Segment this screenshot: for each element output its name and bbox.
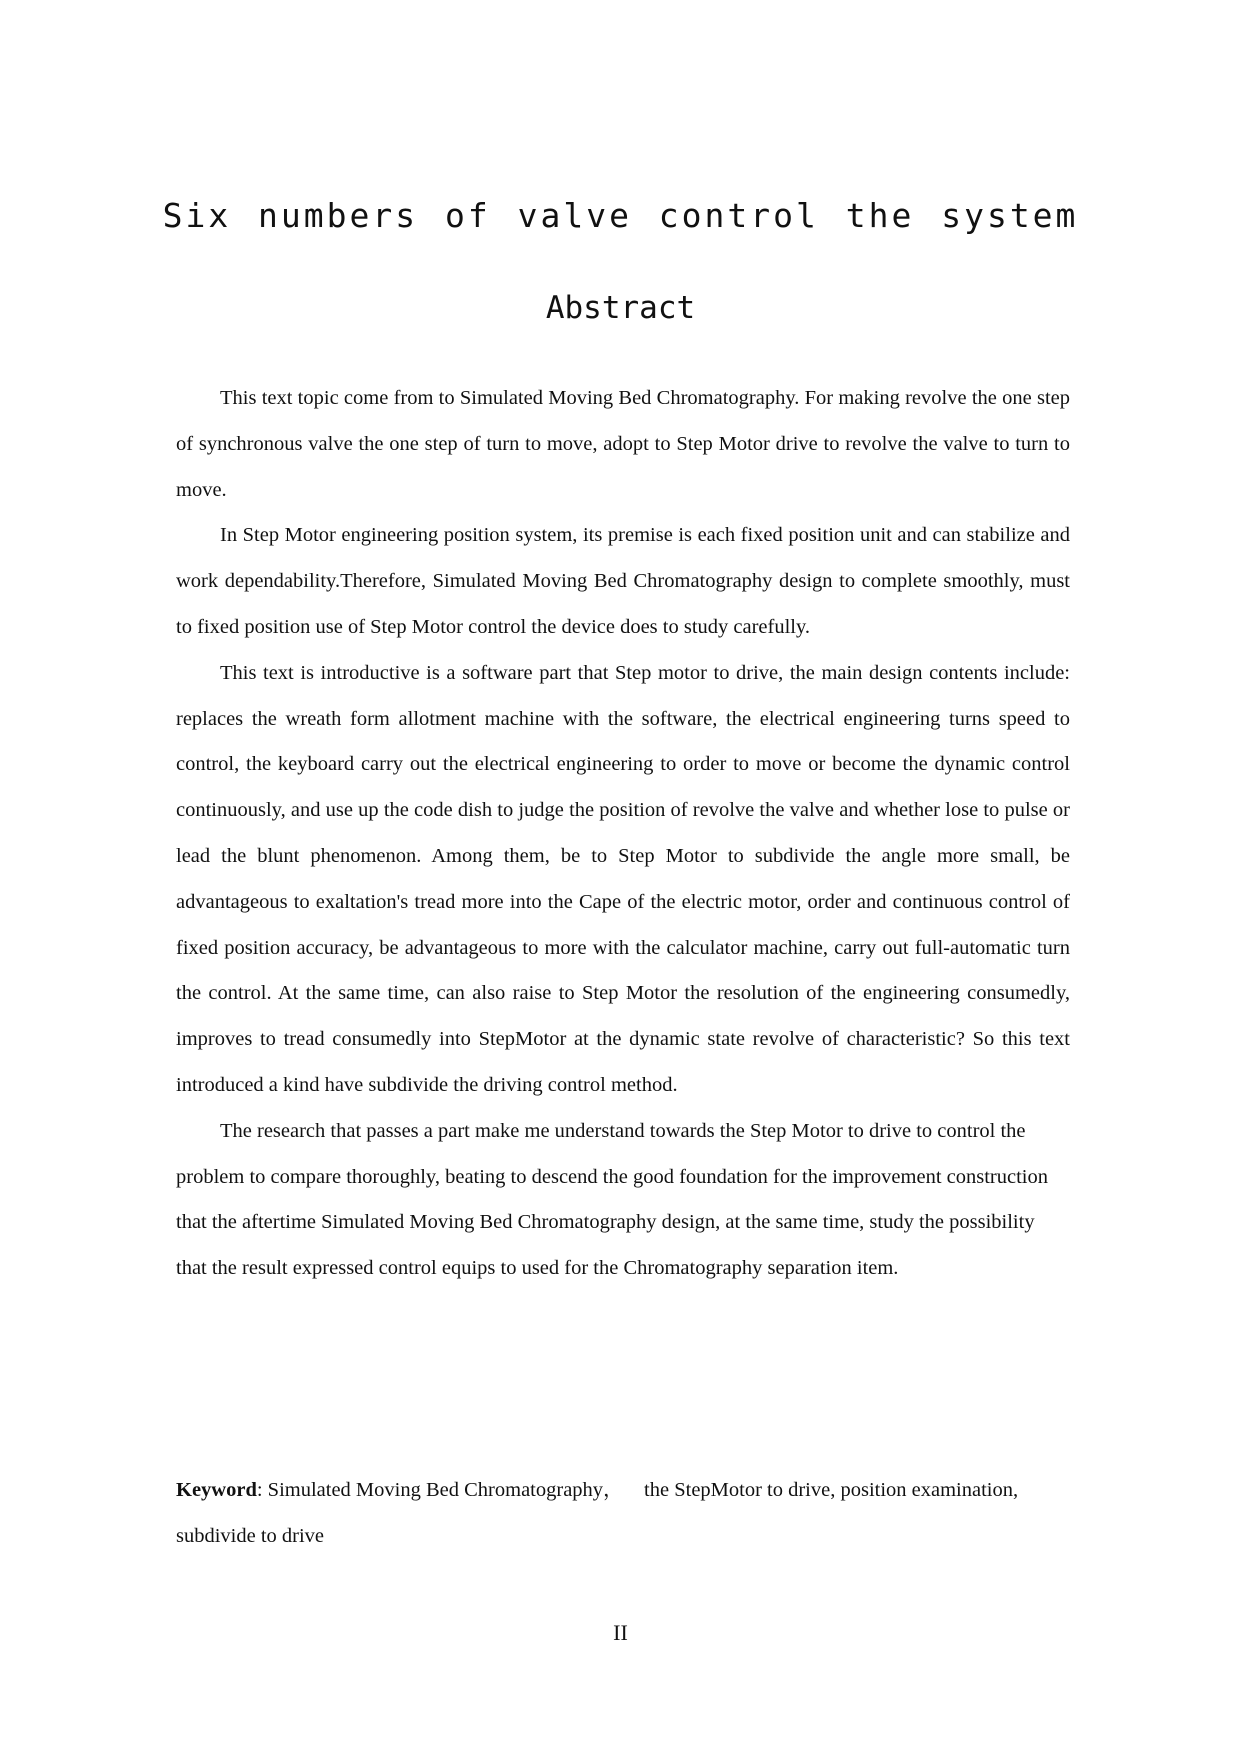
abstract-paragraph-3: This text is introductive is a software part that Step motor to drive, the main design contents include: replaces the wreath form allotment machine with the software, the electrical engineering turns speed to control, the keyboard carry out the electrical engineering to order to move or become the dynamic control continuously, and use up the code dish to judge the position of revolve the valve and whether lose to pulse or lead the blunt phenomenon. Among them, be to Step Motor to subdivide the angle more small, be advantageous to exaltation's tread more into the Cape of the electric motor, order and continuous control of fixed position accuracy, be advantageous to more with the calculator machine, carry out full-automatic turn the control. At the same time, can also raise to Step Motor the resolution of the engineering consumedly, improves to tread consumedly into StepMotor at the dynamic state revolve of characteristic? So this text introduced a kind have subdivide the driving control method.	[176, 661, 1070, 1096]
abstract-body	[176, 376, 1070, 1292]
abstract-paragraph-2: In Step Motor engineering position system, its premise is each fixed position unit and can stabilize and work dependability.Therefore, Simulated Moving Bed Chromatography design to complete smoothly, must to fixed position use of Step Motor control the device does to study carefully.	[176, 524, 1070, 638]
keywords-line	[176, 1468, 1070, 1560]
page-number: II	[613, 1620, 628, 1645]
abstract-paragraph-4: The research that passes a part make me understand towards the Step Motor to drive to control the problem to compare thoroughly, beating to descend the good foundation for the improvement construction that the aftertime Simulated Moving Bed Chromatography design, at the same time, study the possibility that the result expressed control equips to used for the Chromatography separation item.	[176, 1119, 1048, 1280]
keywords-text: : Simulated Moving Bed Chromatography， the StepMotor to drive, position examination, subdivide to drive	[176, 1479, 1019, 1547]
keywords-label: Keyword	[176, 1479, 257, 1501]
abstract-paragraph-1: This text topic come from to Simulated Moving Bed Chromatography. For making revolve the one step of synchronous valve the one step of turn to move, adopt to Step Motor drive to revolve the valve to turn to move.	[176, 387, 1070, 501]
abstract-heading: Abstract	[545, 290, 696, 326]
document-title: Six numbers of valve control the system	[162, 196, 1079, 235]
